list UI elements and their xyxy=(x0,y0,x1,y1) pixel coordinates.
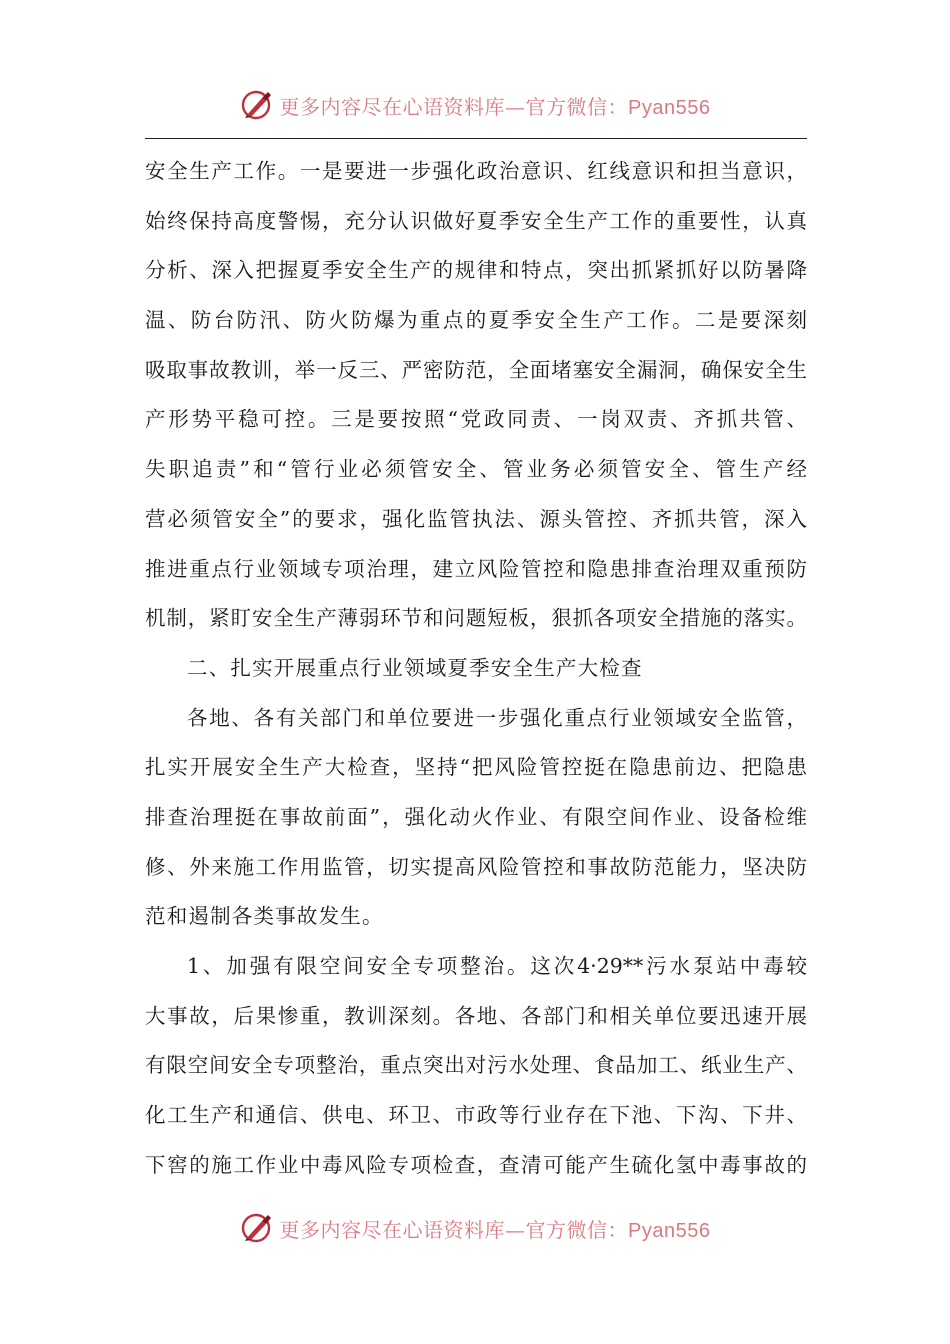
text-line: 1、加强有限空间安全专项整治。这次4·29**污水泵站中毒较 xyxy=(187,954,807,978)
watermark-label: 更多内容尽在心语资料库—官方微信： xyxy=(279,94,629,119)
text-line: 始终保持高度警惕，充分认识做好夏季安全生产工作的重要性，认真 xyxy=(145,208,807,233)
watermark-label: 更多内容尽在心语资料库—官方微信： xyxy=(279,1217,629,1242)
watermark-text xyxy=(280,91,711,120)
header-watermark xyxy=(0,80,950,130)
text-line: 排查治理挺在事故前面”，强化动火作业、有限空间作业、设备检维 xyxy=(145,804,807,829)
text-line: 化工生产和通信、供电、环卫、市政等行业存在下池、下沟、下井、 xyxy=(145,1103,807,1128)
text-line: 推进重点行业领域专项治理，建立风险管控和隐患排查治理双重预防 xyxy=(145,556,807,581)
text-line: 扎实开展安全生产大检查，坚持“把风险管控挺在隐患前边、把隐患 xyxy=(145,755,807,780)
text-line: 有限空间安全专项整治，重点突出对污水处理、食品加工、纸业生产、 xyxy=(145,1053,807,1078)
text-line: 产形势平稳可控。三是要按照“党政同责、一岗双责、齐抓共管、 xyxy=(145,407,807,432)
watermark-wechat-id: Pyan556 xyxy=(628,96,711,119)
footer-watermark xyxy=(0,1203,950,1253)
watermark-text xyxy=(280,1214,711,1243)
text-line: 下窖的施工作业中毒风险专项检查，查清可能产生硫化氢中毒事故的 xyxy=(145,1152,807,1177)
text-line: 分析、深入把握夏季安全生产的规律和特点，突出抓紧抓好以防暑降 xyxy=(145,258,807,283)
text-line: 吸取事故教训，举一反三、严密防范，全面堵塞安全漏洞，确保安全生 xyxy=(145,357,807,382)
text-line: 大事故，后果惨重，教训深刻。各地、各部门和相关单位要迅速开展 xyxy=(145,1003,807,1028)
pen-logo-icon xyxy=(240,1211,274,1245)
pen-logo-icon xyxy=(240,88,274,122)
text-line: 营必须管安全”的要求，强化监管执法、源头管控、齐抓共管，深入 xyxy=(145,506,807,531)
header-watermark-inner xyxy=(240,88,711,122)
watermark-wechat-id: Pyan556 xyxy=(628,1219,711,1242)
text-line: 失职追责”和“管行业必须管安全、管业务必须管安全、管生产经 xyxy=(145,457,807,482)
document-body xyxy=(145,147,807,1190)
footer-watermark-inner xyxy=(240,1211,711,1245)
text-line: 温、防台防汛、防火防爆为重点的夏季安全生产工作。二是要深刻 xyxy=(145,308,807,333)
text-line: 范和遏制各类事故发生。 xyxy=(145,904,384,929)
text-line: 机制，紧盯安全生产薄弱环节和问题短板，狠抓各项安全措施的落实。 xyxy=(145,606,807,631)
text-line: 安全生产工作。一是要进一步强化政治意识、红线意识和担当意识， xyxy=(145,159,807,183)
section-heading: 二、扎实开展重点行业领域夏季安全生产大检查 xyxy=(187,655,643,680)
header-rule xyxy=(145,138,807,139)
text-line: 各地、各有关部门和单位要进一步强化重点行业领域安全监管， xyxy=(187,705,807,730)
text-line: 修、外来施工作用监管，切实提高风险管控和事故防范能力，坚决防 xyxy=(145,854,807,879)
